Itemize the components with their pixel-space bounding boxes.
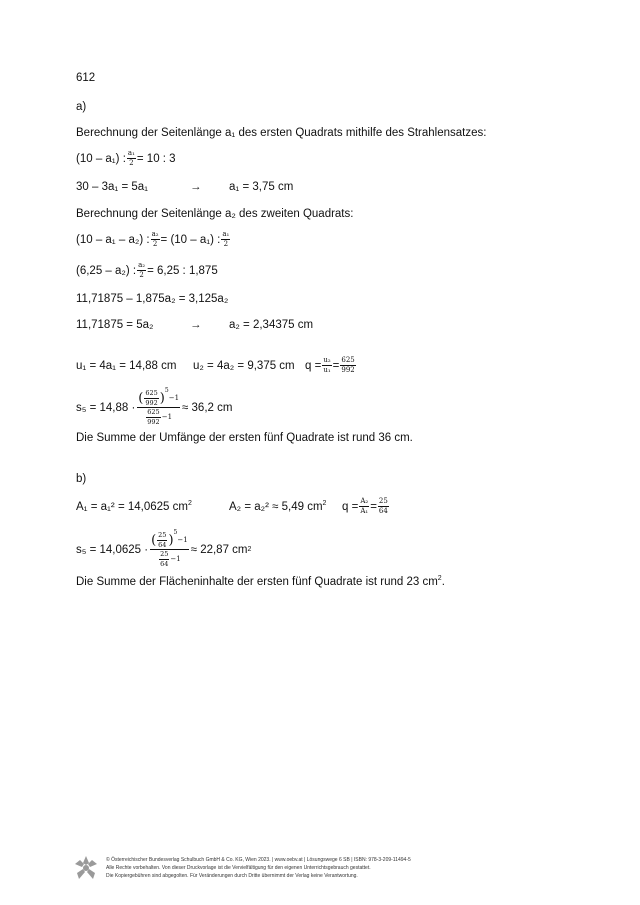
s5-b-den-minus: −1	[170, 554, 181, 563]
eq3-frac1-num: a₂	[151, 230, 159, 238]
A2-text: A₂ = a₂² ≈ 5,49 cm	[229, 500, 323, 513]
s5-a-frac	[137, 387, 180, 426]
eq4-frac-den: 2	[139, 271, 144, 279]
s5-b-frac	[150, 529, 189, 568]
s5-a-frac-num: ( $\frac{625}{992}$ ) 5 −1	[138, 387, 180, 407]
part-b-conclusion	[76, 575, 445, 588]
eq3-frac1-den: 2	[152, 240, 158, 248]
part-a-intro1: Berechnung der Seitenlänge a₁ des ersten Quadrats mithilfe des Strahlensatzes:	[76, 127, 487, 139]
s5-a-inner-num: 625	[145, 389, 158, 397]
eq3-mid: = (10 – a₁) :	[160, 233, 221, 246]
q-b-val-den: 64	[378, 507, 388, 515]
s5-b-right: ≈ 22,87 cm	[190, 543, 248, 556]
eq3-frac2	[221, 231, 230, 248]
q-b	[342, 498, 390, 515]
q-b-frac-den: A₁	[360, 507, 369, 515]
eq3-frac2-den: 2	[223, 240, 229, 248]
s5-a-den-num: 625	[147, 408, 160, 416]
q-a-frac-den: u₁	[323, 366, 331, 374]
eq4	[76, 262, 218, 279]
s5-b-frac-den	[158, 550, 181, 567]
eq3-frac2-num: a₁	[222, 230, 230, 238]
A1	[76, 500, 192, 513]
part-b-conclusion-end: .	[441, 575, 445, 588]
s5-a	[76, 387, 233, 426]
s5-a-inner-den: 992	[145, 398, 158, 407]
q-b-frac	[359, 498, 369, 515]
eq4-frac	[137, 262, 146, 279]
arrow-icon-2: →	[190, 319, 202, 331]
footer-line2: Alle Rechte vorbehalten. Von dieser Druckvorlage ist die Vervielfältigung für den eigenen Unterrichtsgebrauch gestattet.	[106, 865, 371, 871]
eq1-right: = 10 : 3	[136, 152, 176, 165]
eq3	[76, 231, 231, 248]
eq2	[76, 181, 148, 193]
part-b-conclusion-text: Die Summe der Flächeninhalte der ersten fünf Quadrate ist rund 23 cm	[76, 575, 438, 588]
A1-text: A₁ = a₁² = 14,0625 cm	[76, 500, 188, 513]
s5-b-unit-exp: 2	[247, 546, 252, 553]
arrow-icon: →	[190, 181, 202, 193]
s5-b-frac-num: ( $\frac{25}{64}$ ) 5 −1	[151, 529, 188, 549]
part-b-conclusion-exp: 2	[437, 575, 442, 582]
q-b-eq: =	[370, 500, 377, 513]
eq3-left: (10 – a₁ – a₂) :	[76, 233, 150, 246]
eq3-frac1	[151, 231, 160, 248]
A2-unit-exp: 2	[322, 500, 327, 507]
page-number: 612	[76, 72, 96, 84]
u1: u₁ = 4a₁ = 14,88 cm	[76, 360, 177, 372]
q-b-label: q =	[342, 500, 359, 513]
footer-line3: Die Kopiergebühren sind abgegolten. Für Veränderungen durch Dritte übernimmt der Verlag keine Verantwortung.	[106, 873, 358, 879]
q-b-val-num: 25	[378, 497, 388, 505]
q-a-label: q =	[305, 359, 322, 372]
A2	[229, 500, 326, 513]
eq1-left: (10 – a₁) :	[76, 152, 126, 165]
s5-b-den-num: 25	[160, 550, 169, 558]
eq4-frac-num: a₂	[138, 261, 146, 269]
s5-a-left: s₅ = 14,88 ·	[76, 401, 136, 414]
eq2-left: 30 – 3a₁ = 5a₁	[76, 181, 149, 193]
q-b-frac-num: A₂	[360, 497, 369, 505]
u2: u₂ = 4a₂ = 9,375 cm	[193, 360, 295, 372]
eq4-right: = 6,25 : 1,875	[147, 264, 218, 277]
s5-b-den-den: 64	[160, 559, 169, 568]
q-a	[305, 357, 357, 374]
q-a-val-den: 992	[341, 366, 355, 374]
eq6-right: a₂ = 2,34375 cm	[229, 319, 314, 331]
q-a-val-num: 625	[341, 356, 355, 364]
s5-b-minus: −1	[177, 535, 188, 544]
eq1-frac-num: a₁	[127, 149, 135, 157]
part-a-conclusion: Die Summe der Umfänge der ersten fünf Quadrate ist rund 36 cm.	[76, 432, 413, 444]
eq1-frac	[127, 150, 136, 167]
eq1-frac-den: 2	[129, 159, 134, 167]
eq1	[76, 150, 176, 167]
s5-a-minus: −1	[168, 393, 180, 402]
q-a-frac-num: u₂	[323, 356, 331, 364]
part-a-intro2: Berechnung der Seitenlänge a₂ des zweiten Quadrats:	[76, 208, 354, 220]
part-a-label: a)	[76, 101, 87, 113]
footer-line1: © Österreichischer Bundesverlag Schulbuch GmbH & Co. KG, Wien 2023. | www.oebv.at | Lösungswege 6 SB | ISBN: 978-3-209-11494-5	[106, 857, 411, 863]
s5-a-frac-den	[145, 408, 172, 425]
q-a-val	[340, 357, 355, 374]
publisher-logo-icon	[74, 855, 98, 881]
s5-a-exp: 5	[164, 387, 169, 394]
eq6-left: 11,71875 = 5a₂	[76, 319, 154, 331]
s5-b	[76, 529, 252, 568]
q-b-val	[378, 498, 389, 515]
A1-unit-exp: 2	[187, 500, 192, 507]
q-a-frac	[322, 357, 331, 374]
eq2-right: a₁ = 3,75 cm	[229, 181, 294, 193]
eq5: 11,71875 – 1,875a₂ = 3,125a₂	[76, 293, 229, 305]
s5-b-left: s₅ = 14,0625 ·	[76, 543, 149, 556]
s5-a-right: ≈ 36,2 cm	[182, 401, 233, 414]
s5-a-den-minus: −1	[161, 412, 173, 421]
s5-b-inner-num: 25	[158, 531, 167, 539]
s5-b-exp: 5	[173, 529, 178, 536]
s5-b-inner-den: 64	[158, 540, 167, 549]
part-b-label: b)	[76, 473, 87, 485]
q-a-eq: =	[332, 359, 340, 372]
s5-a-den-den: 992	[147, 417, 160, 426]
eq4-left: (6,25 – a₂) :	[76, 264, 137, 277]
